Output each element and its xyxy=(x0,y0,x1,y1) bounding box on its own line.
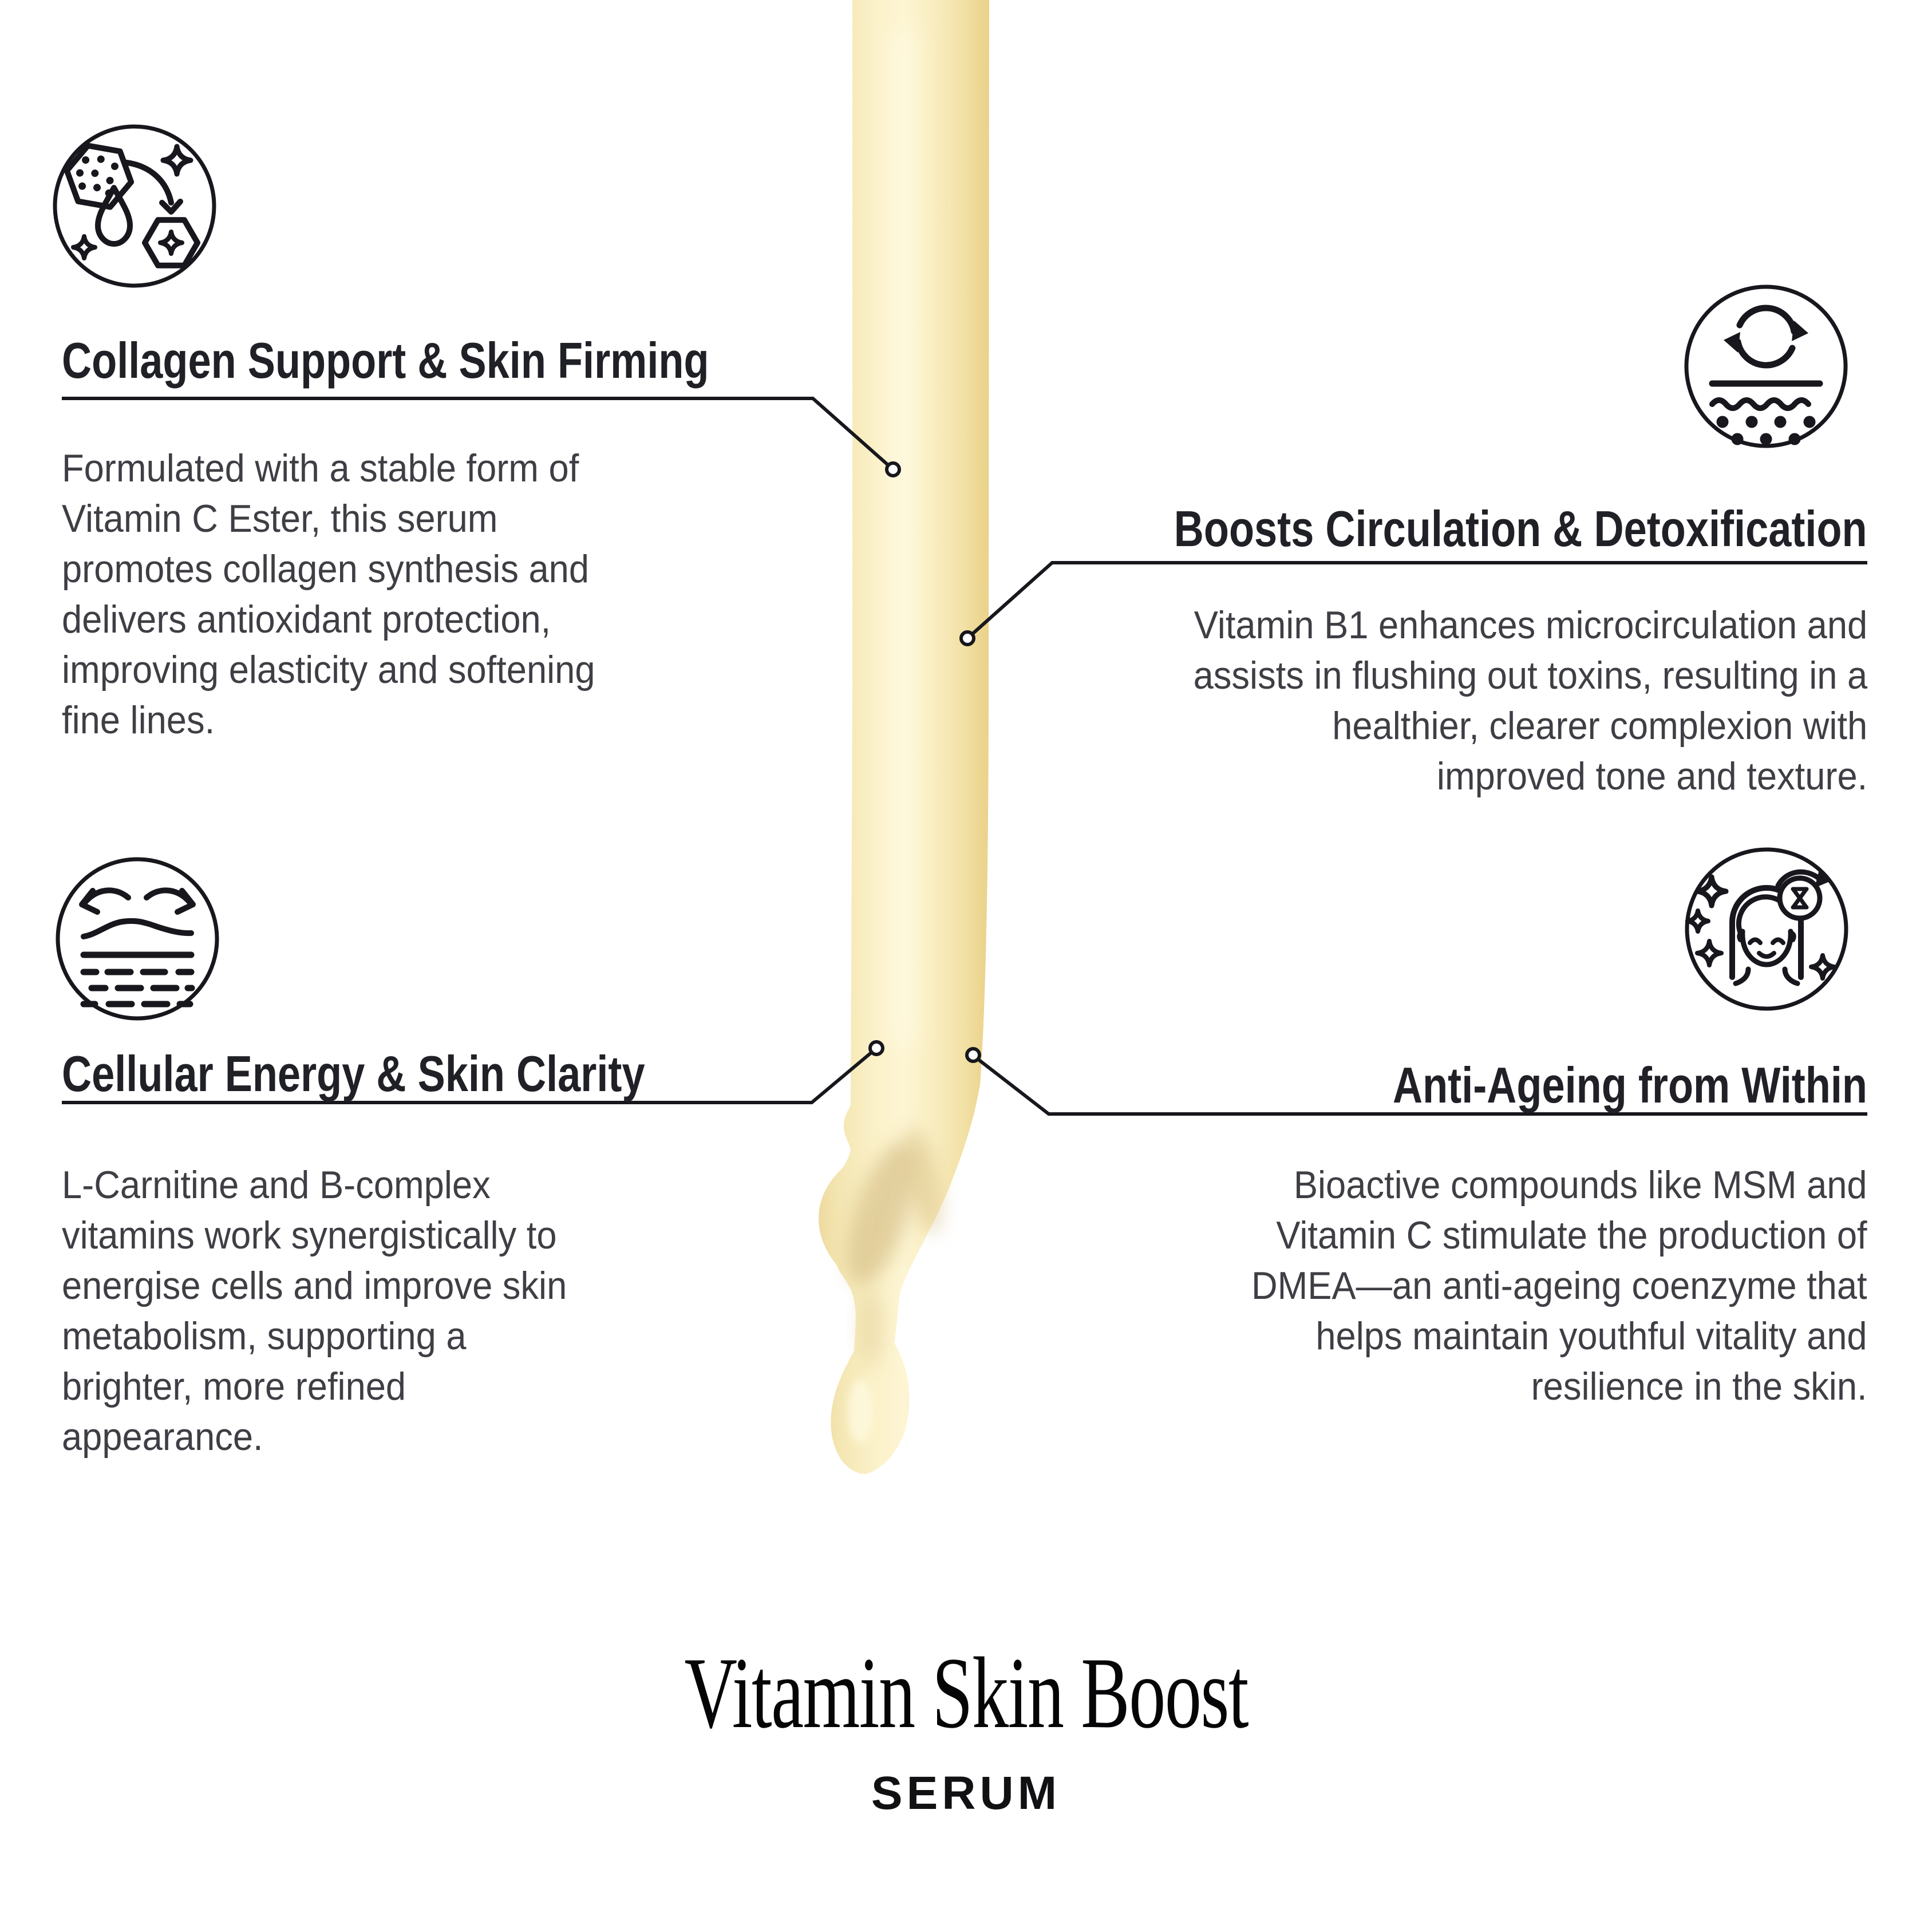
body-line: Vitamin C stimulate the production of xyxy=(1276,1214,1867,1257)
body-line: delivers antioxidant protection, xyxy=(62,598,551,641)
product-subtitle: SERUM xyxy=(871,1767,1061,1819)
body-line: Formulated with a stable form of xyxy=(62,447,579,490)
body-line: Bioactive compounds like MSM and xyxy=(1294,1163,1867,1207)
heading-text: Boosts Circulation & Detoxification xyxy=(1174,500,1867,557)
body-line: promotes collagen synthesis and xyxy=(62,547,590,591)
body-line: Vitamin C Ester, this serum xyxy=(62,497,498,540)
callout-heading-circulation xyxy=(1022,500,1867,557)
body-line: appearance. xyxy=(62,1415,263,1459)
body-line: vitamins work synergistically to xyxy=(62,1214,557,1257)
serum-pour-stream xyxy=(819,0,989,1474)
callout-heading-collagen xyxy=(62,332,851,389)
product-title xyxy=(0,1636,1932,1749)
body-line: helps maintain youthful vitality and xyxy=(1315,1314,1867,1358)
body-line: metabolism, supporting a xyxy=(62,1314,467,1358)
callout-body-anti-ageing xyxy=(1251,1160,1867,1412)
heading-text: Anti-Ageing from Within xyxy=(1392,1057,1867,1113)
callout-body-circulation xyxy=(1193,600,1867,801)
callout-heading-cellular-energy xyxy=(62,1045,773,1102)
product-title-text: Vitamin Skin Boost xyxy=(684,1636,1248,1749)
body-line: improving elasticity and softening xyxy=(62,648,595,692)
body-line: resilience in the skin. xyxy=(1531,1365,1867,1408)
body-line: improved tone and texture. xyxy=(1436,754,1867,798)
youthful-face-time-icon xyxy=(1681,843,1852,1015)
heading-text: Collagen Support & Skin Firming xyxy=(62,332,709,389)
heading-text: Cellular Energy & Skin Clarity xyxy=(62,1045,645,1102)
body-line: Vitamin B1 enhances microcirculation and xyxy=(1194,603,1867,647)
body-line: fine lines. xyxy=(62,698,215,742)
body-line: DMEA—an anti-ageing coenzyme that xyxy=(1251,1264,1867,1307)
skin-elasticity-arrows-icon xyxy=(52,853,223,1025)
callout-body-cellular-energy xyxy=(62,1160,567,1462)
callout-heading-anti-ageing xyxy=(1289,1057,1867,1113)
body-line: assists in flushing out toxins, resulting in a xyxy=(1193,654,1867,697)
collagen-molecule-droplet-icon xyxy=(49,120,220,292)
circulation-refresh-skin-icon xyxy=(1680,280,1852,452)
callout-body-collagen xyxy=(62,443,595,745)
body-line: L-Carnitine and B-complex xyxy=(62,1163,491,1207)
body-line: brighter, more refined xyxy=(62,1365,406,1408)
body-line: energise cells and improve skin xyxy=(62,1264,567,1307)
body-line: healthier, clearer complexion with xyxy=(1332,704,1867,748)
